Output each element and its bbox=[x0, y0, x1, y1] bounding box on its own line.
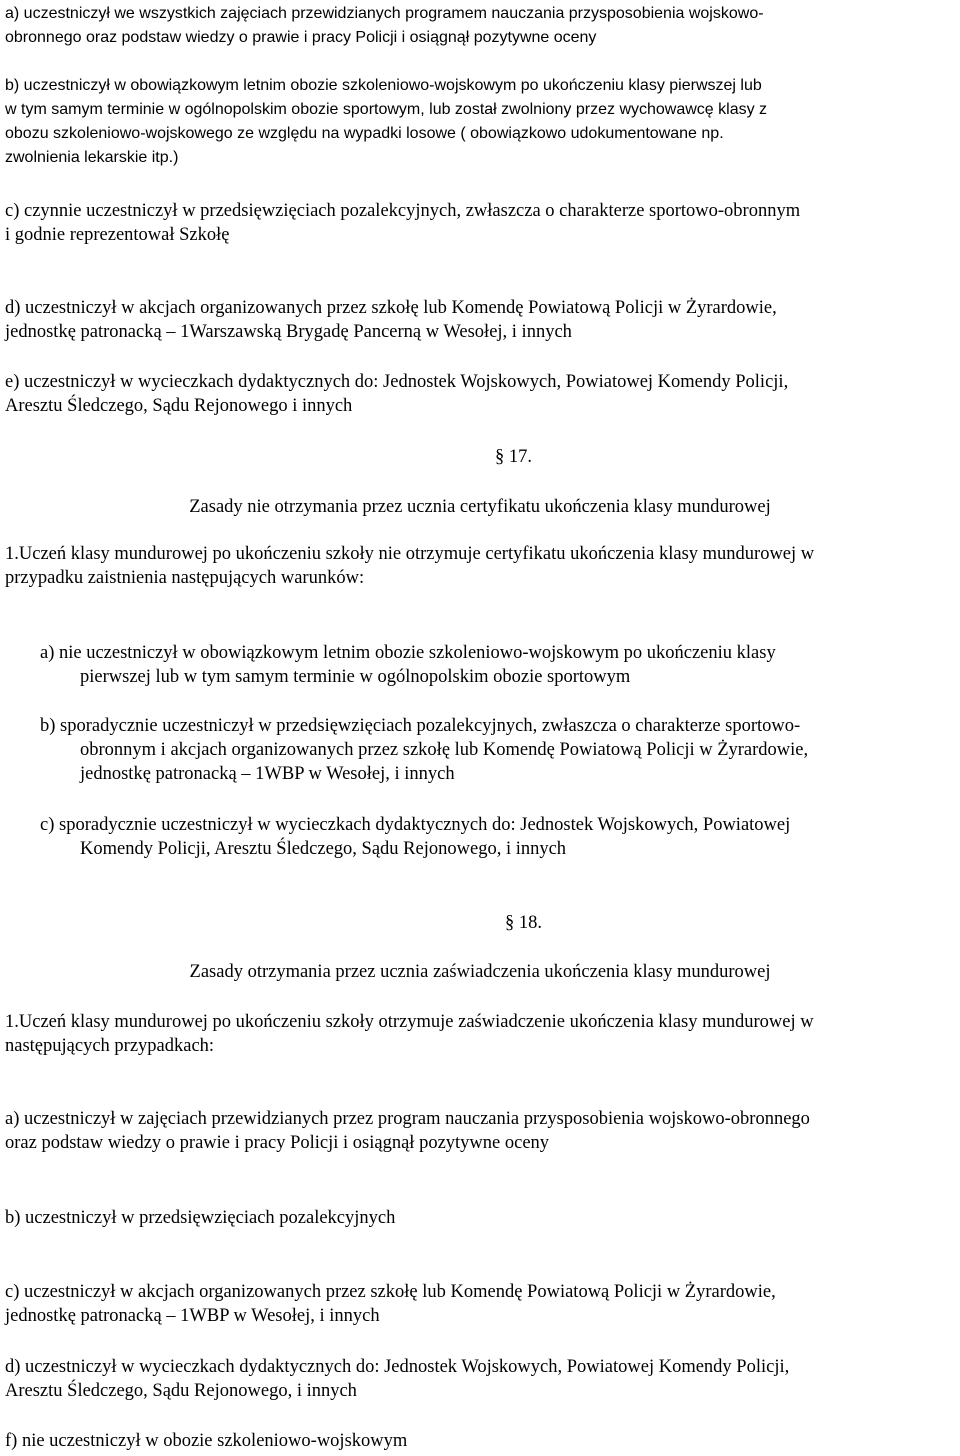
section-18-item-d bbox=[5, 1355, 957, 1403]
section-18-number: § 18. bbox=[505, 913, 542, 933]
text-line: Aresztu Śledczego, Sądu Rejonowego i innych bbox=[5, 396, 353, 416]
text-line: d) uczestniczył w wycieczkach dydaktycznych do: Jednostek Wojskowych, Powiatowej Komendy Policji, bbox=[5, 1357, 790, 1377]
text-line: c) czynnie uczestniczył w przedsięwzięciach pozalekcyjnych, zwłaszcza o charakterze sportowo-obronnym bbox=[5, 201, 801, 221]
text-line: obronnym i akcjach organizowanych przez szkołę lub Komendę Powiatową Policji w Żyrardowie, bbox=[80, 740, 809, 760]
text-line: 1.Uczeń klasy mundurowej po ukończeniu szkoły otrzymuje zaświadczenie ukończenia klasy mundurowej w bbox=[5, 1012, 814, 1032]
text-line: obozu szkoleniowo-wojskowego ze względu na wypadki losowe ( obowiązkowo udokumentowane np. bbox=[5, 125, 724, 142]
text-line: b) sporadycznie uczestniczył w przedsięwzięciach pozalekcyjnych, zwłaszcza o charakterze sportowo- bbox=[40, 716, 801, 736]
section-17-intro bbox=[5, 542, 957, 590]
text-line: b) uczestniczył w przedsięwzięciach pozalekcyjnych bbox=[5, 1208, 396, 1228]
text-line: c) uczestniczył w akcjach organizowanych przez szkołę lub Komendę Powiatową Policji w Żyrardowie, bbox=[5, 1282, 776, 1302]
section-18-title: Zasady otrzymania przez ucznia zaświadczenia ukończenia klasy mundurowej bbox=[189, 962, 771, 982]
section-18-item-b bbox=[5, 1206, 957, 1230]
text-line: pierwszej lub w tym samym terminie w ogólnopolskim obozie sportowym bbox=[80, 667, 631, 687]
text-line: jednostkę patronacką – 1Warszawską Brygadę Pancerną w Wesołej, i innych bbox=[5, 322, 572, 342]
text-line: jednostkę patronacką – 1WBP w Wesołej, i innych bbox=[5, 1306, 380, 1326]
text-line: oraz podstaw wiedzy o prawie i pracy Policji i osiągnął pozytywne oceny bbox=[5, 1133, 550, 1153]
item-a-top bbox=[5, 2, 957, 50]
text-line: przypadku zaistnienia następujących warunków: bbox=[5, 568, 365, 588]
section-18-intro bbox=[5, 1010, 957, 1058]
text-line: d) uczestniczył w akcjach organizowanych przez szkołę lub Komendę Powiatową Policji w Żyrardowie, bbox=[5, 298, 777, 318]
text-line: zwolnienia lekarskie itp.) bbox=[5, 149, 179, 166]
section-17-title: Zasady nie otrzymania przez ucznia certyfikatu ukończenia klasy mundurowej bbox=[189, 497, 771, 517]
text-line: 1.Uczeń klasy mundurowej po ukończeniu szkoły nie otrzymuje certyfikatu ukończenia klasy mundurowej w bbox=[5, 544, 815, 564]
text-line: następujących przypadkach: bbox=[5, 1036, 215, 1056]
text-line: i godnie reprezentował Szkołę bbox=[5, 225, 230, 245]
section-18-item-a bbox=[5, 1107, 957, 1155]
section-18-item-c bbox=[5, 1280, 957, 1328]
section-17-item-c bbox=[40, 813, 955, 861]
text-line: jednostkę patronacką – 1WBP w Wesołej, i innych bbox=[80, 764, 455, 784]
text-line: f) nie uczestniczył w obozie szkoleniowo-wojskowym bbox=[5, 1431, 408, 1451]
text-line: e) uczestniczył w wycieczkach dydaktycznych do: Jednostek Wojskowych, Powiatowej Komendy Policji, bbox=[5, 372, 789, 392]
section-17-item-b bbox=[40, 714, 955, 786]
section-18-item-f bbox=[5, 1429, 957, 1453]
item-e-top bbox=[5, 370, 957, 418]
text-line: c) sporadycznie uczestniczył w wycieczkach dydaktycznych do: Jednostek Wojskowych, Powiatowej bbox=[40, 815, 791, 835]
text-line: Komendy Policji, Aresztu Śledczego, Sądu Rejonowego, i innych bbox=[80, 839, 567, 859]
text-line: b) uczestniczył w obowiązkowym letnim obozie szkoleniowo-wojskowym po ukończeniu klasy pierwszej lub bbox=[5, 77, 762, 94]
section-17-number: § 17. bbox=[495, 447, 532, 467]
text-line: a) uczestniczył w zajęciach przewidzianych przez program nauczania przysposobienia wojskowo-obronnego bbox=[5, 1109, 810, 1129]
section-17-item-a bbox=[40, 641, 955, 689]
text-line: Aresztu Śledczego, Sądu Rejonowego, i innych bbox=[5, 1381, 357, 1401]
text-line: a) nie uczestniczył w obowiązkowym letnim obozie szkoleniowo-wojskowym po ukończeniu klasy bbox=[40, 643, 776, 663]
text-line: obronnego oraz podstaw wiedzy o prawie i pracy Policji i osiągnął pozytywne oceny bbox=[5, 29, 597, 46]
item-b-top bbox=[5, 74, 957, 170]
text-line: w tym samym terminie w ogólnopolskim obozie sportowym, lub został zwolniony przez wychowawcę klasy z bbox=[5, 101, 768, 118]
item-d-top bbox=[5, 296, 957, 344]
item-c-top bbox=[5, 199, 957, 247]
text-line: a) uczestniczył we wszystkich zajęciach przewidzianych programem nauczania przysposobienia wojskowo- bbox=[5, 5, 764, 22]
